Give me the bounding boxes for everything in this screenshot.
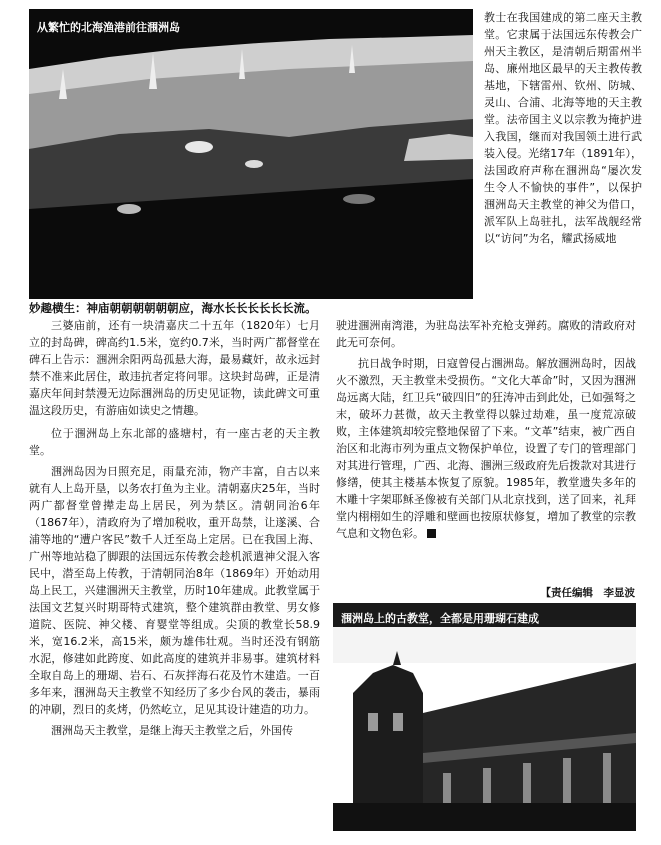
right-top-column (484, 9, 642, 247)
left-paragraph: 涠洲岛天主教堂，是继上海天主教堂之后，外国传 (51, 724, 293, 737)
right-paragraph: 驶进涠洲南湾港，为驻岛法军补充枪支弹药。腐败的清政府对此无可奈何。 (336, 319, 636, 349)
harbor-photo-caption: 从繁忙的北海渔港前往涠洲岛 (37, 21, 180, 34)
left-paragraph: 位于涠洲岛上东北部的盛塘村，有一座古老的天主教堂。 (29, 427, 320, 457)
right-top-paragraph: 教士在我国建成的第二座天主教堂。它隶属于法国远东传教会广州天主教区，是清朝后期雷州半岛、廉州地区最早的天主教传教基地，下辖雷州、钦州、防城、灵山、合浦、北海等地的天主教堂。法帝国主义以宗教为掩护进入我国，继而对我国领土进行武装入侵。光绪17年（1891年），法国政府声称在涠洲岛“屡次发生令人不愉快的事件”，以保护涠洲岛天主教堂的神父为借口，派军队上岛驻扎，法军战舰经常以“访问”为名，耀武扬威地 (484, 11, 642, 245)
left-paragraph: 三婆庙前，还有一块清嘉庆二十五年（1820年）七月立的封岛碑，碑高约1.5米，宽约0.7米，当时两广都督堂在碑石上告示：涠洲余阳两岛孤悬大海，最易藏奸，故永远封禁不准来此居住，敢违抗者定将问罪。这块封岛碑，正是清嘉庆年间封禁漫无边际涠洲岛的历史见证物，读此碑文可重温这段历史，有游庙如读史之情趣。 (29, 319, 320, 417)
right-paragraph-text: 抗日战争时期，日寇曾侵占涠洲岛。解放涠洲岛时，因战火不激烈，天主教堂未受损伤。“文化大革命”时，又因为涠洲岛远离大陆，红卫兵“破四旧”的狂涛冲击到此处，已如强弩之末，破坏力甚微，故天主教堂得以躲过劫难，虽一度荒凉破败，主体建筑却较完整地保留了下来。“文革”结束，被广西自治区和北海市列为重点文物保护单位，设置了专门的管理部门对其进行管理，广西、北海、涠洲三级政府先后拨款对其进行修缮，使其主楼基本恢复了原貌。1985年，教堂遗失多年的木雕十字架耶稣圣像被有关部门从北京找到，送了回来，礼拜堂内栩栩如生的浮雕和壁画也按原状修复，增加了教堂的宗教气息和文物色彩。 (336, 357, 636, 540)
end-mark-icon (427, 529, 436, 538)
left-column (29, 317, 320, 739)
right-column (336, 317, 636, 542)
church-photo-image (333, 603, 636, 831)
harbor-photo-image (29, 9, 473, 299)
church-photo (333, 603, 636, 831)
church-photo-caption: 涠洲岛上的古教堂，全都是用珊瑚石建成 (341, 612, 539, 625)
editor-credit: 【责任编辑 李显波 (540, 587, 635, 599)
left-paragraph: 涠洲岛因为日照充足，雨量充沛，物产丰富，自古以来就有人上岛开垦，以务农打鱼为主业。清朝嘉庆25年，当时两广都督堂曾撵走岛上居民，列为禁区。清朝同治6年（1867年），清政府为了增加税收，重开岛禁，让遂溪、合浦等地的“遭户客民”数千人迁至岛上定居。已在我国上海、广州等地站稳了脚跟的法国远东传教会趁机派遣神父混入客民中，潜至岛上传教，于清朝同治8年（1869年）开始动用岛上民工，兴建涠洲天主教堂，历时10年建成。此教堂属于法国文艺复兴时期哥特式建筑，整个建筑群由教堂、男女修道院、医院、神父楼、育婴堂等组成。尖顶的教堂长58.9米，宽16.2米，高15米，颇为雄伟壮观。当时还没有钢筋水泥，修建如此跨度、如此高度的建筑并非易事。建筑材料全取自岛上的珊瑚、岩石、石灰拌海石花及竹木建造。一百多年来，涠洲岛天主教堂不知经历了多少台风的袭击，暴雨的冲刷，烈日的炙烤，仍然屹立，足见其设计建造的功力。 (29, 465, 320, 716)
harbor-photo (29, 9, 473, 299)
headline-line: 妙趣横生：神庙朝朝朝朝朝朝应，海水长长长长长长流。 (29, 301, 317, 315)
right-paragraph (336, 355, 636, 542)
